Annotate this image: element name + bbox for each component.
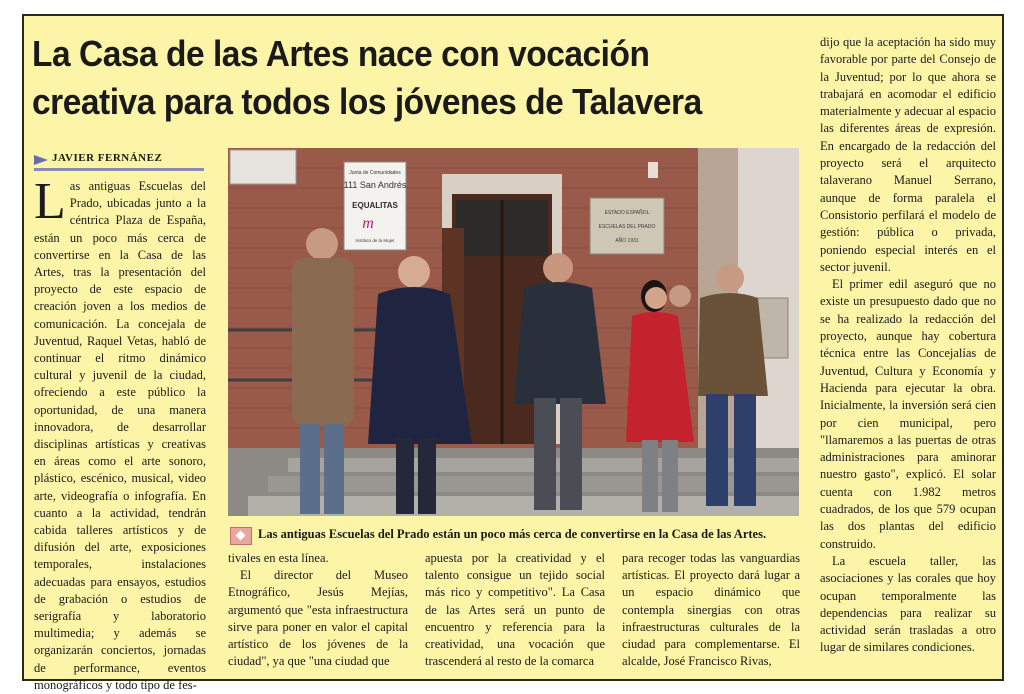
sign-line: Instituto de la Mujer bbox=[355, 238, 395, 243]
article-paragraph: para recoger todas las vanguardias artísticas. El proyecto dará lugar a un espacio dinámico que contempla sinergias con otras infraestructuras culturales de la ciudad para complementarse. El alcalde, José Francisco Rivas, bbox=[622, 551, 800, 669]
article-column-1 bbox=[34, 173, 206, 694]
newspaper-page bbox=[22, 14, 1004, 692]
article-paragraph: La escuela taller, las asociaciones y las corales que hoy ocupan temporalmente las dependencias para realizar su actividad serán trasladas a otro lugar de similares condiciones. bbox=[820, 553, 996, 655]
paragraph-text: as antiguas Escuelas del Prado, ubicadas junto a la céntrica Plaza de España, están un poco más cerca de convertirse en la Casa de las Artes, tras la presentación del proyecto de este espacio de creación joven a los medios de comunicación. La concejala de Juventud, Raquel Vetas, habló de continuar el ritmo dinámico cultural y juvenil de la ciudad, ofreciendo a este público la oportunidad, de una manera innovadora, de desarrollar disciplinas artísticas y creativas en áreas como el arte sonoro, plástico, escénico, musical, video arte, videografía o infografía. En cuanto a la actividad, tendrán cabida talleres artísticos y de difusión del arte, exposiciones temporales, instalaciones adecuadas para ensayos, estudios de grabación o estudios de serigrafía y laboratorio multimedia; y además se organizarán conciertos, jornadas de performance, eventos monográficos y todo tipo de fes- bbox=[34, 179, 206, 692]
plaque-line: AÑO 1931 bbox=[615, 238, 639, 244]
plaque-line: ESTADO ESPAÑOL bbox=[604, 210, 650, 216]
article-paragraph: dijo que la aceptación ha sido muy favorable por parte del Consejo de la Juventud; por lo que ahora se trabajará en acomodar el edificio materialmente y adecuar al espacio las diferentes áreas de expresión. En encargado de la redacción del proyecto será el arquitecto talaverano Manuel Serrano, aunque de forma paralela el Consistorio perfilará el modelo de gestión: pública o privada, poniendo especial interés en el sector juvenil. bbox=[820, 35, 996, 274]
caption-marker-icon bbox=[230, 527, 252, 545]
article-column-3 bbox=[425, 550, 605, 670]
photo-caption bbox=[228, 524, 799, 546]
caption-text: Las antiguas Escuelas del Prado están un poco más cerca de convertirse en la Casa de las Artes. bbox=[258, 527, 767, 541]
article-paragraph: tivales en esta línea. bbox=[228, 551, 329, 565]
sign-line: Junta de Comunidades bbox=[349, 170, 401, 176]
byline bbox=[34, 152, 204, 171]
article-photo bbox=[228, 148, 799, 516]
article-paragraph: El primer edil aseguró que no existe un presupuesto dado que no se ha realizado la redacción del proyecto, aunque hay cobertura técnica entre las Concejalías de Juventud, Cultura y Economía y Hacienda para ejecutar la obra. Inicialmente, la inversión será cien por cien municipal, pero "llamaremos a las puertas de otras administraciones para aminorar nuestro gasto", explicó. El solar cuenta con 1.982 metros cuadrados, de los que 579 ocupan las dos plantas del edificio construido. bbox=[820, 277, 996, 551]
sign-line: 111 San Andrés bbox=[343, 180, 407, 190]
byline-author: JAVIER FERNÁNEZ bbox=[52, 152, 163, 164]
plaque-line: ESCUELAS DEL PRADO bbox=[598, 224, 656, 230]
article-paragraph: apuesta por la creatividad y el talento consigue un tejido social más rico y competitivo". La Casa de las Artes será un punto de encuentro y referencia para la creatividad, una vocación que trascenderá al resto de la comarca bbox=[425, 551, 605, 669]
drop-cap: L bbox=[34, 173, 66, 230]
photo-illustration bbox=[228, 148, 799, 516]
article-column-5 bbox=[820, 34, 996, 657]
byline-arrow-icon bbox=[34, 155, 48, 165]
sign-line: EQUALITAS bbox=[352, 201, 398, 210]
headline: La Casa de las Artes nace con vocación creativa para todos los jóvenes de Talavera bbox=[32, 33, 702, 122]
article-column-2 bbox=[228, 550, 408, 670]
article-column-4 bbox=[622, 550, 800, 670]
article-paragraph bbox=[34, 173, 206, 694]
article-paragraph: El director del Museo Etnográfico, Jesús Mejías, argumentó que "esta infraestructura sirve para poner en valor el capital artístico de los jóvenes de la ciudad", ya que "una ciudad que bbox=[228, 568, 408, 669]
svg-text:m: m bbox=[362, 215, 374, 232]
